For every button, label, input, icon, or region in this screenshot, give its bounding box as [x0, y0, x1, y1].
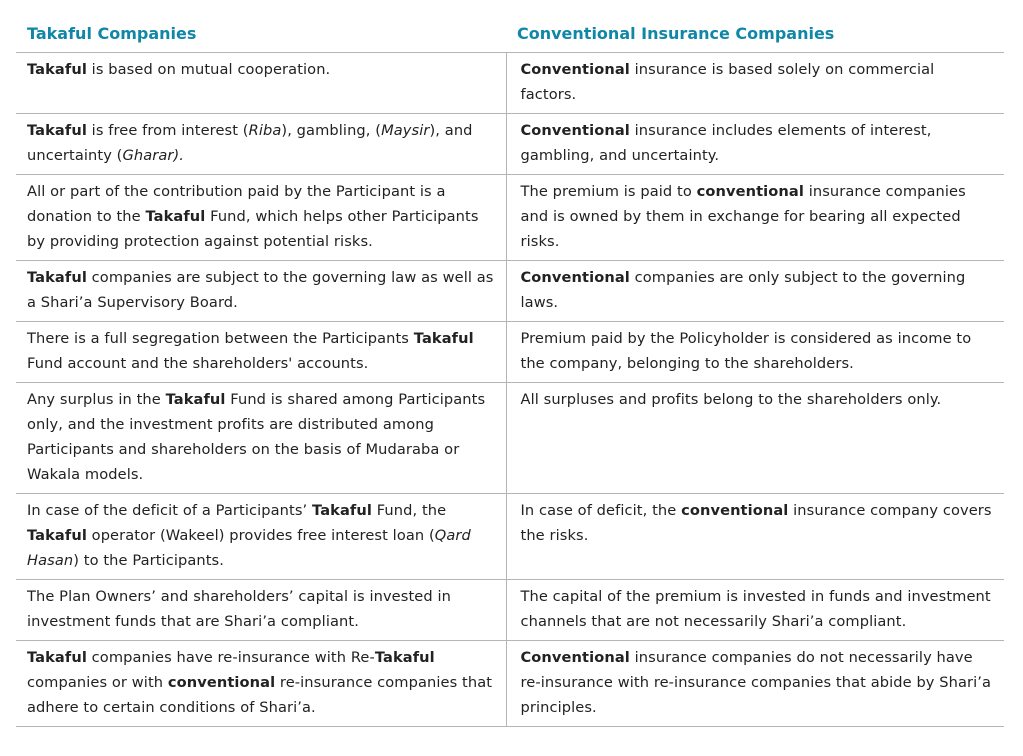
text-segment: insurance includes elements of interest, gambling, and uncertainty. — [520, 122, 932, 164]
text-segment: Fund, the — [371, 502, 447, 519]
bold-term: Takaful — [374, 649, 435, 666]
table-row — [16, 641, 1004, 727]
table-row — [16, 494, 1004, 580]
bold-term: Conventional — [520, 269, 630, 286]
text-segment: ), gambling, ( — [281, 122, 382, 139]
text-segment: is free from interest ( — [86, 122, 249, 139]
bold-term: Takaful — [27, 527, 87, 544]
conventional-cell — [506, 580, 1004, 641]
bold-term: conventional — [167, 674, 276, 691]
text-segment: ) to the Participants. — [73, 552, 224, 569]
bold-term: conventional — [696, 183, 804, 200]
takaful-cell — [16, 580, 506, 641]
bold-term: Takaful — [165, 391, 226, 408]
text-segment: companies have re-insurance with Re- — [86, 649, 375, 666]
italic-term: Qard Hasan — [27, 527, 471, 569]
bold-term: Takaful — [413, 330, 474, 347]
italic-term: Riba — [248, 122, 282, 139]
conventional-cell — [506, 322, 1004, 383]
text-segment: ), and uncertainty ( — [27, 122, 473, 164]
conventional-cell — [506, 53, 1004, 114]
table-row — [16, 175, 1004, 261]
table-row — [16, 322, 1004, 383]
text-segment: operator (Wakeel) provides free interest loan ( — [86, 527, 435, 544]
bold-term: Takaful — [27, 269, 87, 286]
text-segment: Fund is shared among Participants only, and the investment profits are distributed among Participants and shareholders on the basis of Mudaraba or Wakala models. — [27, 391, 486, 483]
table-header-row — [16, 14, 1004, 53]
text-segment: All or part of the contribution paid by the Participant is a donation to the — [27, 183, 446, 225]
takaful-column-header: Takaful Companies — [16, 14, 506, 53]
text-segment: insurance is based solely on commercial factors. — [520, 61, 935, 103]
text-segment: In case of deficit, the — [520, 502, 682, 519]
bold-term: Conventional — [520, 61, 630, 78]
text-segment: companies are subject to the governing law as well as a Shari’a Supervisory Board. — [27, 269, 494, 311]
text-segment: In case of the deficit of a Participants’ — [27, 502, 313, 519]
table-body — [16, 53, 1004, 727]
italic-term: Maysir — [381, 122, 430, 139]
table-row — [16, 383, 1004, 494]
takaful-cell — [16, 322, 506, 383]
text-segment: insurance company covers the risks. — [520, 502, 992, 544]
conventional-cell — [506, 261, 1004, 322]
conventional-cell — [506, 494, 1004, 580]
bold-term: conventional — [681, 502, 789, 519]
table-row — [16, 261, 1004, 322]
table-row — [16, 580, 1004, 641]
text-segment: insurance companies do not necessarily have re-insurance with re-insurance companies that abide by Shari’a principles. — [520, 649, 992, 716]
text-segment: Premium paid by the Policyholder is considered as income to the company, belonging to the shareholders. — [520, 330, 972, 372]
takaful-cell — [16, 494, 506, 580]
conventional-column-header: Conventional Insurance Companies — [506, 14, 1004, 53]
bold-term: Takaful — [27, 61, 87, 78]
text-segment: insurance companies and is owned by them in exchange for bearing all expected risks. — [520, 183, 966, 250]
table-row — [16, 114, 1004, 175]
conventional-cell — [506, 114, 1004, 175]
text-segment: Fund account and the shareholders' accounts. — [27, 355, 369, 372]
bold-term: Conventional — [520, 122, 630, 139]
text-segment: The premium is paid to — [520, 183, 697, 200]
text-segment: is based on mutual cooperation. — [86, 61, 331, 78]
takaful-cell — [16, 175, 506, 261]
conventional-cell — [506, 175, 1004, 261]
text-segment: The capital of the premium is invested in funds and investment channels that are not necessarily Shari’a compliant. — [520, 588, 991, 630]
text-segment: There is a full segregation between the Participants — [27, 330, 414, 347]
italic-term: Gharar). — [122, 147, 185, 164]
text-segment: Fund, which helps other Participants by providing protection against potential risks. — [27, 208, 479, 250]
text-segment: companies are only subject to the governing laws. — [520, 269, 966, 311]
conventional-cell — [506, 383, 1004, 494]
takaful-cell — [16, 53, 506, 114]
text-segment: All surpluses and profits belong to the shareholders only. — [520, 391, 942, 408]
bold-term: Takaful — [312, 502, 372, 519]
text-segment: re-insurance companies that adhere to certain conditions of Shari’a. — [27, 674, 493, 716]
comparison-table — [16, 14, 1004, 727]
bold-term: Conventional — [520, 649, 630, 666]
takaful-cell — [16, 261, 506, 322]
bold-term: Takaful — [27, 122, 87, 139]
conventional-cell — [506, 641, 1004, 727]
text-segment: The Plan Owners’ and shareholders’ capital is invested in investment funds that are Shari’a compliant. — [27, 588, 451, 630]
text-segment: Any surplus in the — [27, 391, 166, 408]
takaful-cell — [16, 383, 506, 494]
text-segment: companies or with — [27, 674, 168, 691]
takaful-cell — [16, 641, 506, 727]
table-row — [16, 53, 1004, 114]
bold-term: Takaful — [27, 649, 87, 666]
bold-term: Takaful — [145, 208, 206, 225]
takaful-cell — [16, 114, 506, 175]
